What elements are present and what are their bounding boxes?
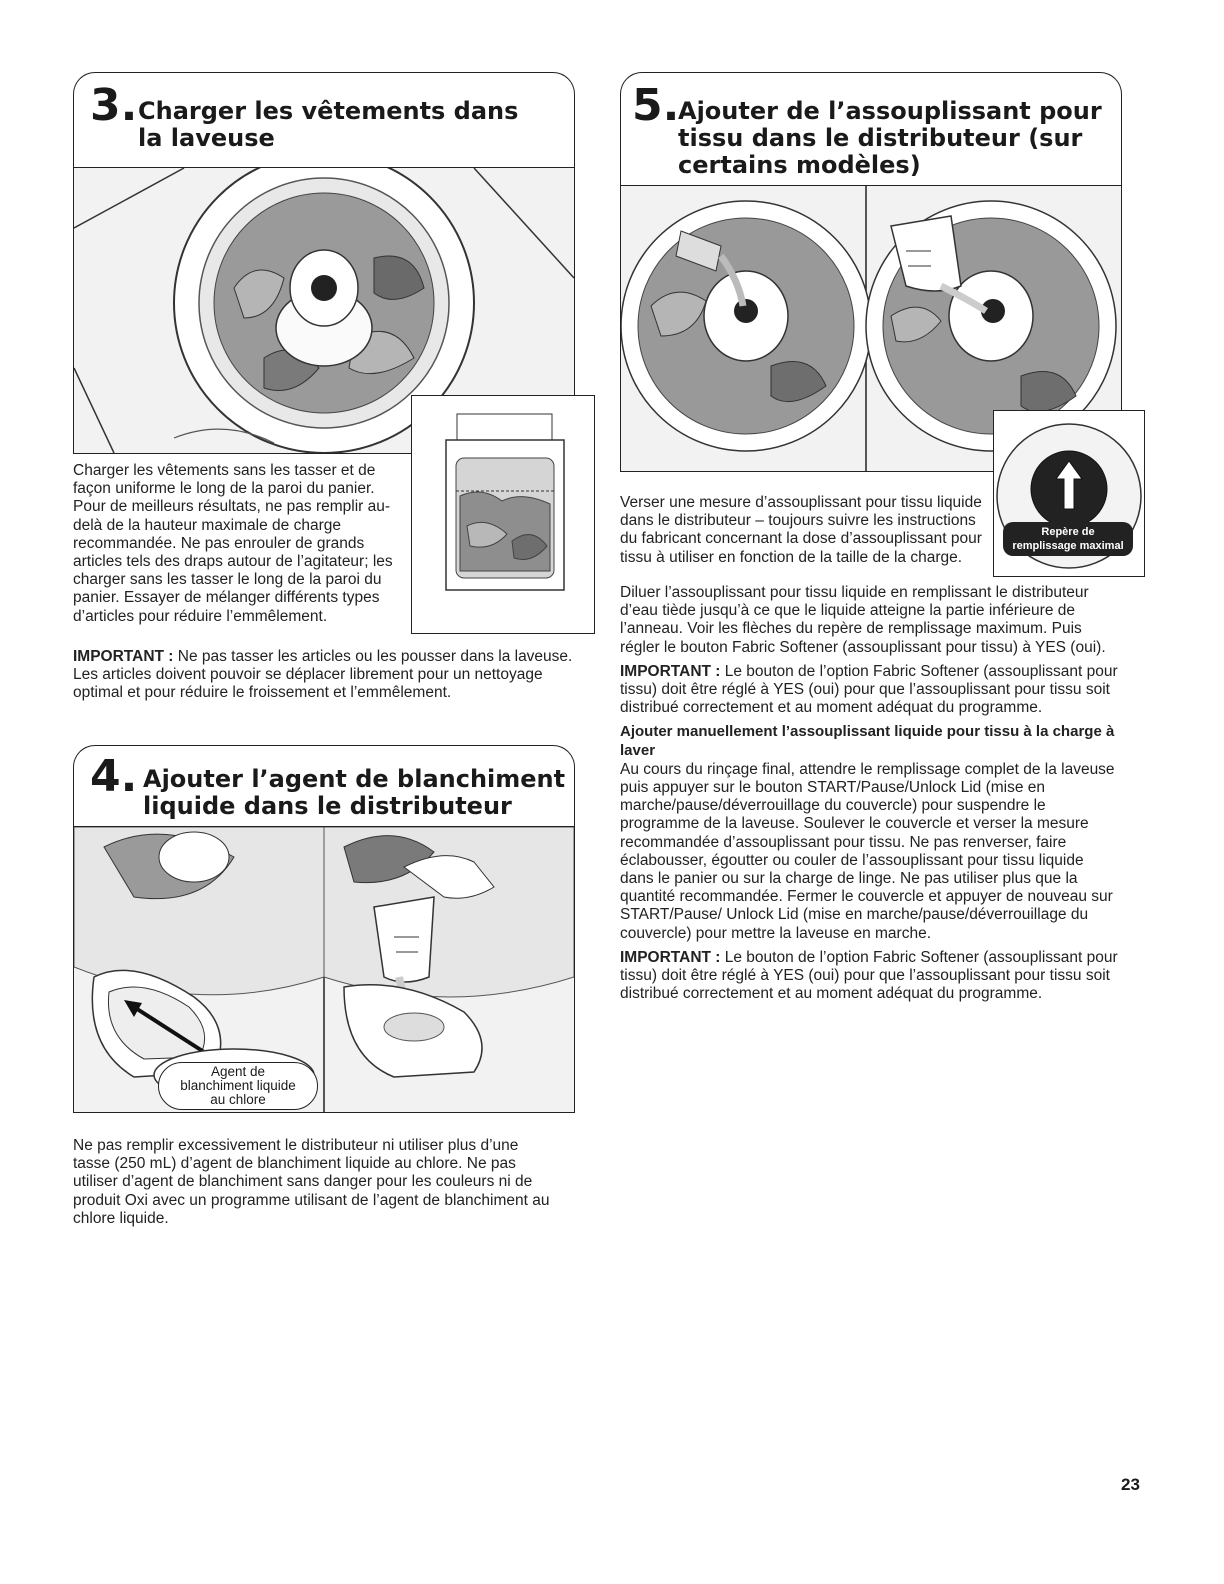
step5-subheading: Ajouter manuellement l’assouplissant liquide pour tissu à la charge à laver: [620, 723, 1115, 759]
step3-paragraph: Charger les vêtements sans les tasser et de façon uniforme le long de la paroi du panier. Pour de meilleurs résultats, ne pas remplir au-delà de la hauteur maximale de charge recommandée. Ne pas enrouler de grands articles tels des draps autour de l’agitateur; les charger sans les tasser le long de la paroi du panier. Essayer de mélanger différents types d’articles pour réduire l’emmêlement.: [73, 462, 393, 625]
step5-title-line1: Ajouter de l’assouplissant pour: [678, 97, 1102, 125]
step3-text-block: [73, 462, 408, 632]
step5-text-intro: [620, 494, 985, 573]
step5-important2-text: Le bouton de l’option Fabric Softener (assouplissant pour tissu) doit être réglé à YES (oui) pour que l’assouplissant pour tissu soit distribué correctement et au moment adéquat du programme.: [620, 948, 1118, 1003]
step5-paragraph1: Verser une mesure d’assouplissant pour tissu liquide dans le distributeur – toujours suivre les instructions du fabricant concernant la dose d’assouplissant pour tissu à utiliser en fonction de la taille de la charge.: [620, 494, 982, 566]
step5-inset-label-line2: remplissage maximal: [1012, 540, 1124, 552]
step5-inset-label: [1003, 522, 1133, 556]
step3-important-label: IMPORTANT :: [73, 648, 174, 665]
step3-title: [138, 98, 568, 152]
step3-inset-load-height: [411, 395, 595, 634]
step4-callout-line1: Agent de: [210, 1064, 266, 1079]
step5-important1-label: IMPORTANT :: [620, 662, 721, 680]
step4-callout: [158, 1062, 318, 1110]
step5-important2-label: IMPORTANT :: [620, 948, 721, 966]
step5-text-block: [620, 584, 1120, 1009]
page-number: 23: [1121, 1475, 1140, 1494]
step3-important-text: Ne pas tasser les articles ou les pousser dans la laveuse. Les articles doivent pouvoir se déplacer librement pour un nettoyage optimal et pour réduire le froissement et l’emmêlement.: [73, 648, 573, 702]
step5-number: 5.: [632, 80, 680, 131]
step3-important: [73, 648, 573, 709]
step4-paragraph: Ne pas remplir excessivement le distributeur ni utiliser plus d’une tasse (250 mL) d’agent de blanchiment liquide au chlore. Ne pas utiliser d’agent de blanchiment sans danger pour les couleurs ni de produit Oxi avec un programme utilisant de l’agent de blanchiment au chlore liquide.: [73, 1137, 550, 1227]
step4-title-line2: liquide dans le distributeur: [143, 792, 512, 820]
step3-title-line1: Charger les vêtements dans: [138, 97, 519, 125]
step3-title-line2: la laveuse: [138, 124, 275, 152]
step4-callout-line3: au chlore: [210, 1092, 266, 1107]
step4-title-line1: Ajouter l’agent de blanchiment: [143, 765, 566, 793]
step4-title: [143, 766, 573, 820]
step5-inset-label-line1: Repère de: [1041, 526, 1095, 538]
step5-title: [678, 98, 1118, 179]
step5-title-line2: tissu dans le distributeur (sur: [678, 124, 1083, 152]
step5-title-line3: certains modèles): [678, 151, 921, 179]
step4-number: 4.: [90, 751, 138, 802]
step4-text-block: [73, 1137, 553, 1234]
step5-paragraph3: Au cours du rinçage final, attendre le remplissage complet de la laveuse puis appuyer sur le bouton START/Pause/Unlock Lid (mise en marche/pause/déverrouillage du couvercle) pour suspendre le programme de la laveuse. Soulever le couvercle et verser la mesure recommandée d’assouplissant pour tissu. Ne pas renverser, faire éclabousser, égoutter ou couler de l’assouplissant pour tissu liquide dans le panier ou sur la charge de linge. Ne pas utiliser plus que la quantité recommandée. Fermer le couvercle et appuyer de nouveau sur START/Pause/ Unlock Lid (mise en marche/pause/déverrouillage du couvercle) pour mettre la laveuse en marche.: [620, 760, 1115, 942]
step5-important1-text: Le bouton de l’option Fabric Softener (assouplissant pour tissu) doit être réglé à YES (oui) pour que l’assouplissant pour tissu soit distribué correctement et au moment adéquat du programme.: [620, 662, 1118, 717]
step4-bleach-illustration: [73, 826, 575, 1113]
step3-number: 3.: [90, 80, 138, 131]
step5-paragraph2: Diluer l’assouplissant pour tissu liquide en remplissant le distributeur d’eau tiède jusqu’à ce que le liquide atteigne la partie inférieure de l’anneau. Voir les flèches du repère de remplissage maximum. Puis régler le bouton Fabric Softener (assouplissant pour tissu) à YES (oui).: [620, 584, 1106, 656]
step4-callout-line2: blanchiment liquide: [180, 1078, 296, 1093]
